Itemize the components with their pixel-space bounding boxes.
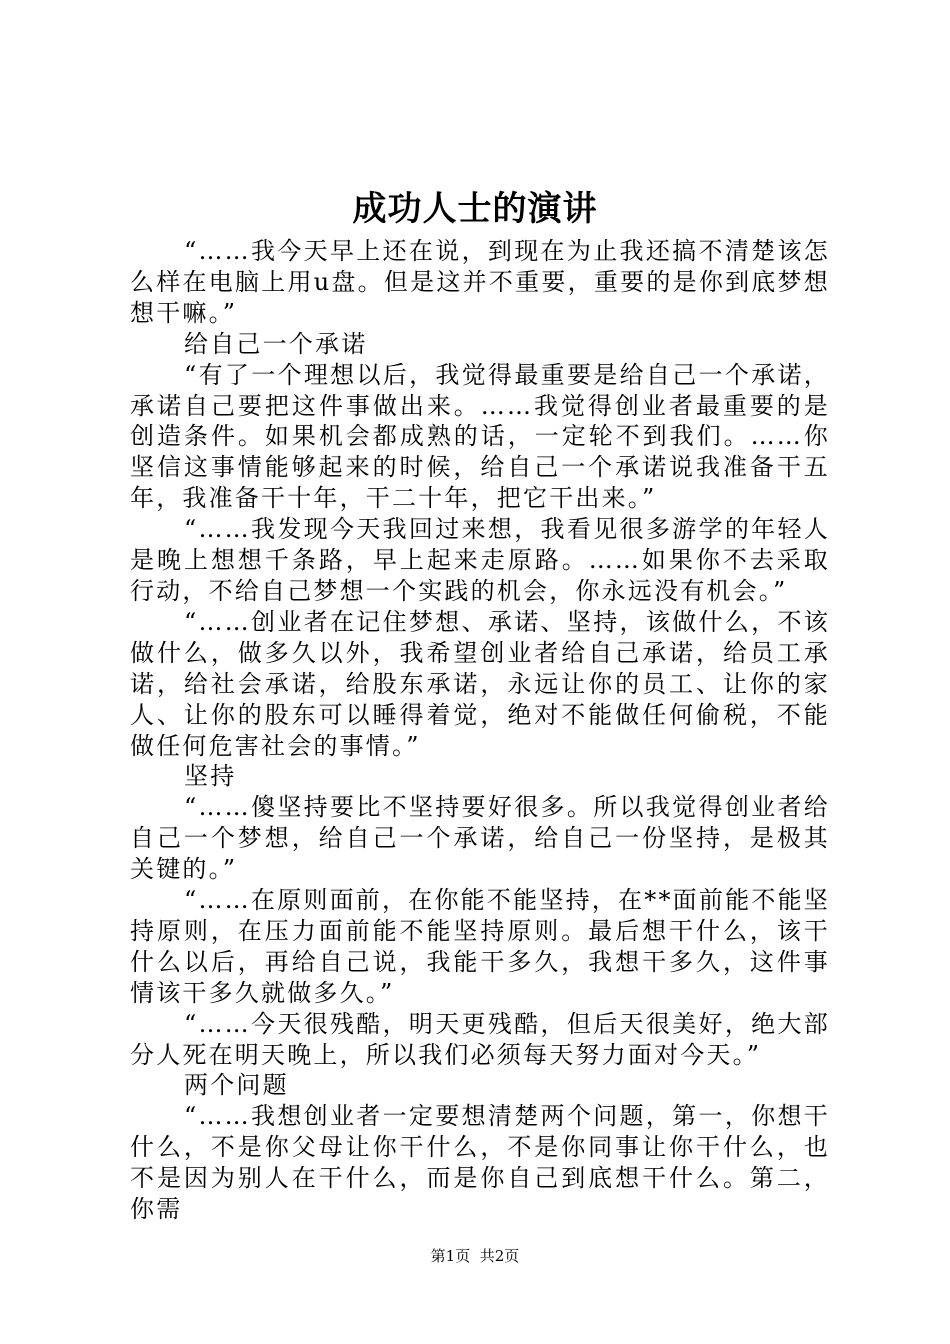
page-footer <box>0 1246 950 1266</box>
document-body <box>130 236 830 1225</box>
paragraph: “有了一个理想以后，我觉得最重要是给自己一个承诺，承诺自己要把这件事做出来。……我觉得创业者最重要的是创造条件。如果机会都成熟的话，一定轮不到我们。……你坚信这事情能够起来的时候，给自己一个承诺说我准备干五年，我准备干十年，干二十年，把它干出来。” <box>130 360 830 513</box>
page-number: 第1页 <box>430 1247 471 1265</box>
paragraph: “……创业者在记住梦想、承诺、坚持，该做什么，不该做什么，做多久以外，我希望创业者给自己承诺，给员工承诺，给社会承诺，给股东承诺，永远让你的员工、让你的家人、让你的股东可以睡得着觉，绝对不能做任何偷税，不能做任何危害社会的事情。” <box>130 607 830 760</box>
section-heading: 两个问题 <box>184 1071 289 1100</box>
section-heading: 给自己一个承诺 <box>184 329 368 358</box>
paragraph: “……傻坚持要比不坚持要好很多。所以我觉得创业者给自己一个梦想，给自己一个承诺，给自己一份坚持，是极其关键的。” <box>130 793 830 884</box>
total-pages: 共2页 <box>479 1247 520 1265</box>
footer-separator <box>470 1247 480 1265</box>
paragraph: “……我发现今天我回过来想，我看见很多游学的年轻人是晚上想想千条路，早上起来走原路。……如果你不去采取行动，不给自己梦想一个实践的机会，你永远没有机会。” <box>130 515 830 605</box>
section-heading: 坚持 <box>184 762 237 791</box>
paragraph: “……今天很残酷，明天更残酷，但后天很美好，绝大部分人死在明天晚上，所以我们必须每天努力面对今天。” <box>130 1009 830 1069</box>
paragraph: “……我今天早上还在说，到现在为止我还搞不清楚该怎么样在电脑上用u盘。但是这并不重要，重要的是你到底梦想想干嘛。” <box>130 237 830 327</box>
document-title: 成功人士的演讲 <box>352 189 598 229</box>
paragraph: “……在原则面前，在你能不能坚持，在**面前能不能坚持原则，在压力面前能不能坚持原则。最后想干什么，该干什么以后，再给自己说，我能干多久，我想干多久，这件事情该干多久就做多久。” <box>130 886 830 1007</box>
paragraph: “……我想创业者一定要想清楚两个问题，第一，你想干什么，不是你父母让你干什么，不是你同事让你干什么，也不是因为别人在干什么，而是你自己到底想干什么。第二，你需 <box>130 1102 830 1224</box>
